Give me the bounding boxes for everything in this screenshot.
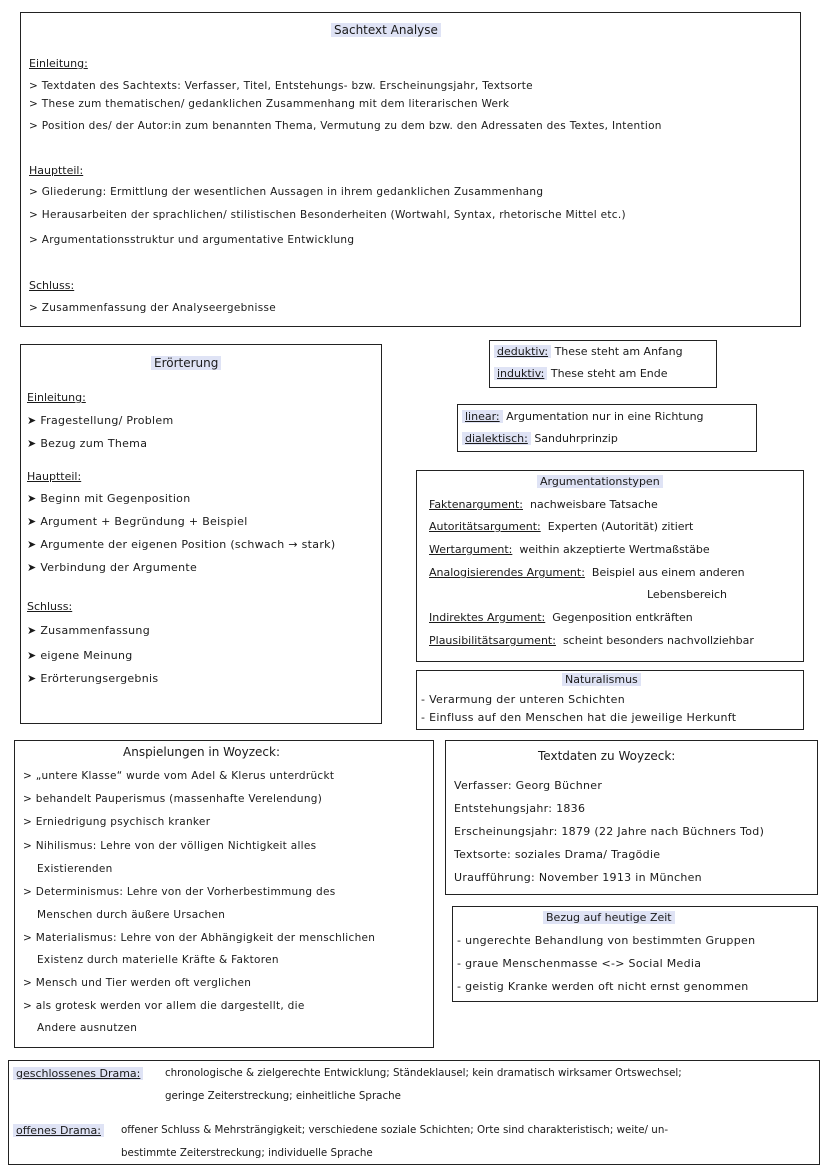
- list-item: > Materialismus: Lehre von der Abhängigkeit der menschlichen: [23, 932, 376, 944]
- list-item: Verfasser: Georg Büchner: [454, 779, 603, 792]
- offenes-drama-def-1: offener Schluss & Mehrsträngigkeit; verschiedene soziale Schichten; Orte sind charakteristisch; weite/ un-: [121, 1124, 669, 1136]
- list-item: Textsorte: soziales Drama/ Tragödie: [454, 848, 661, 861]
- textdaten-title: Textdaten zu Woyzeck:: [538, 749, 676, 763]
- offenes-drama-term: offenes Drama:: [13, 1124, 104, 1137]
- list-item: ➤ Fragestellung/ Problem: [27, 414, 174, 427]
- offenes-drama-def-2: bestimmte Zeiterstreckung; individuelle Sprache: [121, 1147, 373, 1159]
- list-item: > Zusammenfassung der Analyseergebnisse: [29, 302, 276, 314]
- list-item: - Verarmung der unteren Schichten: [421, 693, 625, 706]
- list-item: Existenz durch materielle Kräfte & Faktoren: [37, 954, 279, 966]
- list-item: > Determinismus: Lehre von der Vorherbestimmung des: [23, 886, 336, 898]
- argumentationstypen-box: [416, 470, 804, 662]
- textdaten-box: [445, 740, 818, 895]
- arg-row: Indirektes Argument: Gegenposition entkräften: [429, 611, 693, 624]
- arg-row: Wertargument: weithin akzeptierte Wertmaßstäbe: [429, 543, 710, 556]
- list-item: Uraufführung: November 1913 in München: [454, 871, 702, 884]
- arg-row: Analogisierendes Argument: Beispiel aus einem anderen: [429, 566, 745, 579]
- list-item: Andere ausnutzen: [37, 1022, 138, 1034]
- list-item: > Textdaten des Sachtexts: Verfasser, Titel, Entstehungs- bzw. Erscheinungsjahr, Textsorte: [29, 80, 533, 92]
- list-item: ➤ Verbindung der Argumente: [27, 561, 197, 574]
- anspielungen-title: Anspielungen in Woyzeck:: [123, 745, 280, 759]
- deduktiv-induktiv-box: [489, 340, 717, 388]
- bezug-title: Bezug auf heutige Zeit: [543, 911, 675, 924]
- list-item: > Mensch und Tier werden oft verglichen: [23, 977, 252, 989]
- list-item: ➤ Argument + Begründung + Beispiel: [27, 515, 248, 528]
- geschlossenes-drama-term: geschlossenes Drama:: [13, 1067, 143, 1080]
- sachtext-analyse-box: [20, 12, 801, 327]
- eroerterung-title: Erörterung: [151, 356, 221, 370]
- list-item: > Erniedrigung psychisch kranker: [23, 816, 211, 828]
- list-item: - geistig Kranke werden oft nicht ernst genommen: [457, 980, 749, 993]
- list-item: > Position des/ der Autor:in zum benannten Thema, Vermutung zu dem bzw. den Adressaten des Textes, Intention: [29, 120, 662, 132]
- linear-dialektisch-box: [457, 404, 757, 452]
- naturalismus-title: Naturalismus: [562, 673, 641, 686]
- arg-row-continuation: Lebensbereich: [647, 588, 728, 601]
- schluss-heading: Schluss:: [27, 600, 73, 613]
- list-item: ➤ eigene Meinung: [27, 649, 133, 662]
- argtypen-title: Argumentationstypen: [537, 475, 663, 488]
- list-item: ➤ Erörterungsergebnis: [27, 672, 158, 685]
- hauptteil-heading: Hauptteil:: [29, 164, 84, 177]
- dialektisch-row: dialektisch: Sanduhrprinzip: [462, 432, 618, 445]
- list-item: Erscheinungsjahr: 1879 (22 Jahre nach Büchners Tod): [454, 825, 765, 838]
- drama-box: [8, 1060, 820, 1165]
- list-item: Existierenden: [37, 863, 113, 875]
- eroerterung-box: [20, 344, 382, 724]
- list-item: Entstehungsjahr: 1836: [454, 802, 586, 815]
- list-item: Menschen durch äußere Ursachen: [37, 909, 226, 921]
- linear-row: linear: Argumentation nur in eine Richtung: [462, 410, 704, 423]
- list-item: > Herausarbeiten der sprachlichen/ stilistischen Besonderheiten (Wortwahl, Syntax, rhetorische Mittel etc.): [29, 209, 626, 221]
- list-item: ➤ Argumente der eigenen Position (schwach → stark): [27, 538, 335, 551]
- list-item: > Gliederung: Ermittlung der wesentlichen Aussagen in ihrem gedanklichen Zusammenhang: [29, 186, 543, 198]
- einleitung-heading: Einleitung:: [29, 57, 88, 70]
- list-item: ➤ Bezug zum Thema: [27, 437, 147, 450]
- deduktiv-row: deduktiv: These steht am Anfang: [494, 345, 683, 358]
- list-item: > Argumentationsstruktur und argumentative Entwicklung: [29, 234, 354, 246]
- arg-row: Autoritätsargument: Experten (Autorität) zitiert: [429, 520, 694, 533]
- geschlossenes-drama-def-1: chronologische & zielgerechte Entwicklung; Ständeklausel; kein dramatisch wirksamer Ortswechsel;: [165, 1067, 682, 1079]
- naturalismus-box: [416, 670, 804, 730]
- list-item: ➤ Zusammenfassung: [27, 624, 150, 637]
- schluss-heading: Schluss:: [29, 279, 75, 292]
- list-item: > These zum thematischen/ gedanklichen Zusammenhang mit dem literarischen Werk: [29, 98, 509, 110]
- list-item: - ungerechte Behandlung von bestimmten Gruppen: [457, 934, 755, 947]
- anspielungen-box: [14, 740, 434, 1048]
- list-item: > behandelt Pauperismus (massenhafte Verelendung): [23, 793, 323, 805]
- einleitung-heading: Einleitung:: [27, 391, 86, 404]
- list-item: ➤ Beginn mit Gegenposition: [27, 492, 191, 505]
- list-item: > als grotesk werden vor allem die dargestellt, die: [23, 1000, 305, 1012]
- hauptteil-heading: Hauptteil:: [27, 470, 82, 483]
- bezug-box: [452, 906, 818, 1002]
- list-item: - graue Menschenmasse <-> Social Media: [457, 957, 701, 970]
- induktiv-row: induktiv: These steht am Ende: [494, 367, 668, 380]
- list-item: > Nihilismus: Lehre von der völligen Nichtigkeit alles: [23, 840, 317, 852]
- list-item: - Einfluss auf den Menschen hat die jeweilige Herkunft: [421, 711, 736, 724]
- arg-row: Plausibilitätsargument: scheint besonders nachvollziehbar: [429, 634, 754, 647]
- sachtext-title: Sachtext Analyse: [331, 23, 441, 37]
- list-item: > „untere Klasse“ wurde vom Adel & Klerus unterdrückt: [23, 770, 335, 782]
- arg-row: Faktenargument: nachweisbare Tatsache: [429, 498, 658, 511]
- geschlossenes-drama-def-2: geringe Zeiterstreckung; einheitliche Sprache: [165, 1090, 402, 1102]
